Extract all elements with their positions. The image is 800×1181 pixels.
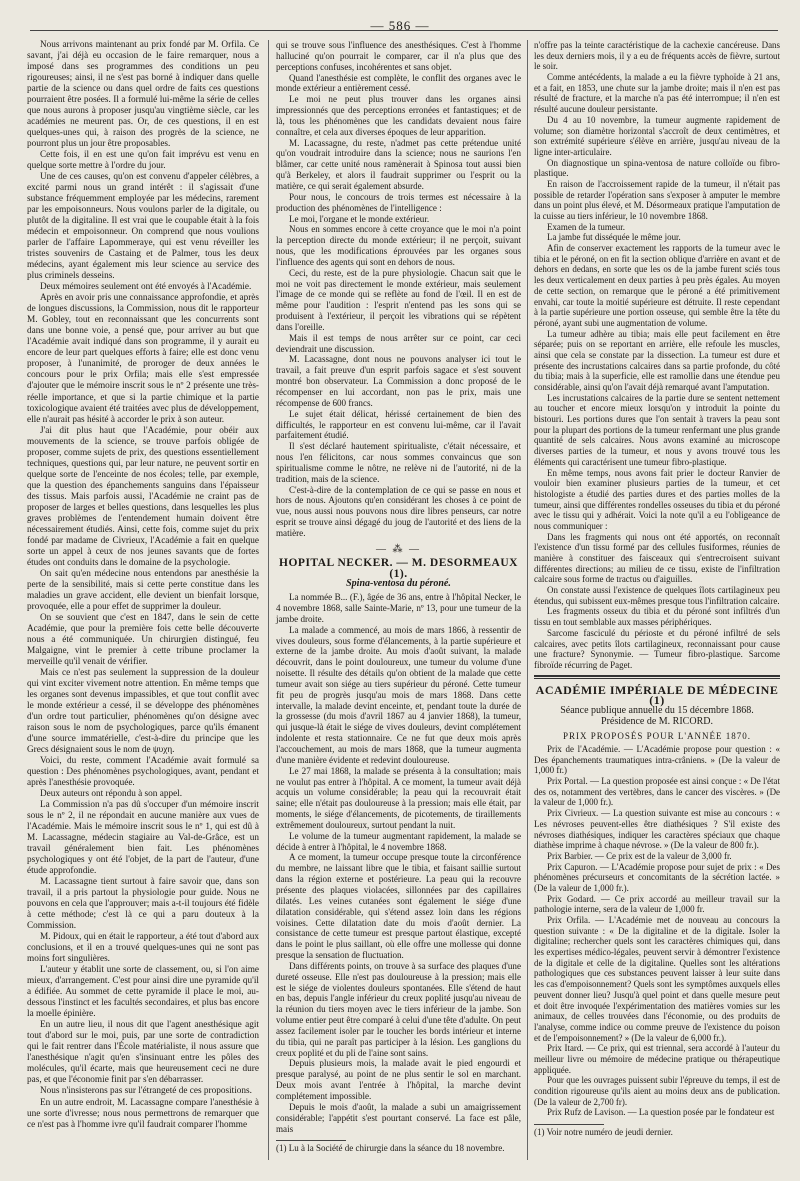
paragraph: Nous arrivons maintenant au prix fondé par M. Orfila. Ce savant, j'ai déjà eu occasion de le faire remarquer, nous a imposé dans ses programmes des conditions un peu rigoureuses; ainsi, il ne s'est pas borné à indiquer dans quelle partie de la science ou dans quel ordre de faits ces questions pourraient être posées. Il a formulé lui-même la série de celles que nous aurons à proposer jusqu'au vingtième siècle, car les académies ne meurent pas. Or, de ces questions, il en est quelques-unes qui, à raison des progrès de la science, ne pourront plus un jour être proposables. xyxy=(27,40,259,150)
page-number: — 586 — xyxy=(370,18,430,33)
academy-presidence: Présidence de M. RICORD. xyxy=(601,715,713,727)
section-rule xyxy=(534,675,780,677)
paragraph: En un autre endroit, M. Lacassagne compare l'anesthésie à une sorte d'ivresse; nous nous permettrons de remarquer que ce n'est pas à l'homme ivre qu'il faudrait comparer l'homme xyxy=(27,1097,259,1130)
section-rule xyxy=(534,678,780,679)
paragraph: n'offre pas la teinte caractéristique de la cachexie cancéreuse. Dans les deux derniers mois, il y a eu de fréquents accès de fièvre, surtout le soir. xyxy=(534,40,780,72)
paragraph: Depuis plusieurs mois, la malade avait le pied engourdi et presque paralysé, au point de ne plus sentir le sol en marchant. Deux mois avant l'entrée à l'hôpital, la marche devint complétement impossible. xyxy=(276,1058,521,1101)
paragraph: M. Pidoux, qui en était le rapporteur, a été tout d'abord aux conclusions, et il en a trouvé quelques-unes qui ne sont pas moins fort singulières. xyxy=(27,932,259,965)
paragraph: Pour nous, le concours de trois termes est nécessaire à la production des phénomènes de l'intelligence : xyxy=(276,191,521,213)
paragraph: En même temps, nous avons fait prier le docteur Ranvier de vouloir bien examiner plusieurs parties de la tumeur, et cet histologiste a étudié des parties dures et des parties molles de la tumeur, ainsi que différentes rondelles osseuses du tibia et du péroné avec le tissu qui y adhérait. Voici la note qu'il a eu l'obligeance de nous communiquer : xyxy=(534,467,780,531)
paragraph: M. Lacassagne tient surtout à faire savoir que, dans son travail, il a pris partout la physiologie pour guide. Nous ne pouvons en cela que l'approuver; mais a-t-il toujours été fidèle à cette méthode; c'est là ce qui a paru douteux à la Commission. xyxy=(27,877,259,932)
paragraph: C'est-à-dire de la contemplation de ce qui se passe en nous et hors de nous. Ajoutons qu'en considérant les choses à ce point de vue, nous aussi nous pouvons nous dire libres penseurs, car notre esprit se trouve ainsi dégagé du joug de l'autorité et des liens de la matière. xyxy=(276,484,521,538)
paragraph: Dans différents points, on trouve à sa surface des plaques d'une dureté osseuse. Elle n'est pas douloureuse à la pression; mais elle est le siége de violentes douleurs spontanées. Elle s'étend de haut en bas, depuis l'angle inférieur du creux poplité jusqu'au niveau de la réunion du tiers moyen avec le tiers inférieur de la jambe. Son volume entier peut être comparé à celui d'une tête d'adulte. On peut assez facilement isoler par le toucher les bords intérieur et interne du tibia, qui ne paraît pas participer à la lésion. Les ganglions du creux poplité et du pli de l'aine sont sains. xyxy=(276,960,521,1058)
paragraph: En un autre lieu, il nous dit que l'agent anesthésique agit tout d'abord sur le moi, puis, par une sorte de contradiction qui le fait rentrer dans l'École matérialiste, il nous assure que l'anesthésique n'agit qu'en s'insinuant entre les pôles des molécules, qu'il écarte, mais que heureusement ceci ne dure pas, et que l'économie finit par s'en débarrasser. xyxy=(27,1020,259,1086)
paragraph: Le 27 mai 1868, la malade se présenta à la consultation; mais ne voulut pas entrer à l'hôpital. A ce moment, la tumeur avait déjà acquis un volume considérable; la peau qui la recouvrait était saine; elle n'était pas douloureuse à la pression; mais elle était, par moments, le siége d'élancements, de picotements, de tiraillements extrêmement douloureux, surtout pendant la nuit. xyxy=(276,765,521,830)
paragraph: La malade a commencé, au mois de mars 1866, à ressentir de vives douleurs, sous forme d'élancements, à la partie supérieure et externe de la jambe droite. Au mois d'août suivant, la malade découvrit, dans le point douloureux, une tumeur du volume d'une noisette. Il résulte des détails qu'on obtient de la malade que cette tumeur avait son siége au tiers supérieur du péroné. Cette tumeur fit peu de progrès jusqu'au mois de mars 1868. Dans cette intervalle, la malade devint enceinte, et, pendant toute la durée de la grossesse (du mois d'avril 1867 au 4 janvier 1868), la tumeur, qui jusque-là était le siége de vives douleurs, devint complétement indolente et resta stationnaire. Ce ne fut que deux mois après l'accouchement, au mois de mars 1868, que la tumeur augmenta d'une manière évidente et redevint douloureuse. xyxy=(276,624,521,765)
paragraph: A ce moment, la tumeur occupe presque toute la circonférence du membre, ne laissant libre que le tibia, et faisant saillie surtout dans la région externe et postérieure. La peau qui la recouvre présente des plaques violacées, sillonnées par des capillaires dilatés. Les veines cutanées sont également le siége d'une dilatation considérable, qui s'étend assez loin dans les régions voisines. Cette dilatation date du mois d'août dernier. La consistance de cette tumeur est presque partout élastique, excepté dans le point le plus saillant, où elle offre une mollesse qui donne presque la sensation de fluctuation. xyxy=(276,852,521,961)
paragraph: La Commission n'a pas dû s'occuper d'un mémoire inscrit sous le nº 2, il ne répondait en aucune manière aux vues de l'Académie. Mais le mémoire inscrit sous le nº 1, qui est dû à M. Lacassagne, médecin stagiaire au Val-de-Grâce, est un travail généralement bien fait. Les phénomènes psychologiques y ont été l'objet, de la part de l'auteur, d'une étude approfondie. xyxy=(27,800,259,877)
paragraph: Le moi, l'organe et le monde extérieur. xyxy=(289,213,430,224)
paragraph: M. Lacassagne, dont nous ne pouvons analyser ici tout le travail, a fait preuve d'un esprit parfois sagace et s'est souvent montré bon observateur. La Commission a donc proposé de le récompenser en lui accordant, non pas le prix, mais une récompense de 600 francs. xyxy=(276,354,521,408)
paragraph: On sait qu'en médecine nous entendons par anesthésie la perte de la sensibilité, mais si cette perte constitue dans les maladies un grave accident, elle devient un bienfait lorsque, provoquée, elle a pour effet de supprimer la douleur. xyxy=(27,568,259,612)
paragraph: Les fragments osseux du tibia et du péroné sont infiltrés d'un tissu en tout semblable aux masses périphériques. xyxy=(534,606,780,628)
paragraph: Mais il est temps de nous arrêter sur ce point, car ceci deviendrait une discussion. xyxy=(276,332,521,354)
paragraph: Le sujet était délicat, hérissé certainement de bien des difficultés, le rapporteur en est convenu lui-même, car il l'avait parfaitement étudié. xyxy=(276,408,521,441)
paragraph: Prix Orfila. — L'Académie met de nouveau au concours la question suivante : « De la digitaline et de la digitale. Isoler la digitaline; rechercher quels sont les caractères chimiques qui, dans les expertises médico-légales, peuvent servir à démontrer l'existence de la digitale et celle de la digitaline. Quelles sont les altérations pathologiques que ces substances peuvent laisser à leur suite dans les cas d'empoisonnement? Quels sont les symptômes auxquels elles peuvent donner lieu? Jusqu'à quel point et dans quelle mesure peut et doit être invoquée l'expérimentation des matières vomies sur les animaux, de celles trouvées dans l'économie, ou des produits de l'analyse, comme indice ou comme preuve de l'existence du poison et de l'empoisonnement? » (De la valeur de 6,000 fr.). xyxy=(534,915,780,1043)
paragraph: Deux mémoires seulement ont été envoyés à l'Académie. xyxy=(40,282,252,293)
paragraph: Le moi ne peut plus trouver dans les organes ainsi impressionnés que des perceptions erronées et fantastiques; et de là, tous les phénomènes que les candidats devaient nous faire connaître, et cela aux diverses époques de leur apparition. xyxy=(276,94,521,137)
paragraph: Une de ces causes, qu'on est convenu d'appeler célèbres, a excité parmi nous un grand intérêt : il s'agissait d'une substance fréquemment employée par les médecins, rarement par les empoisonneurs. Nous voulons parler de la digitale, ou plutôt de la digitaline. Il est vrai que le coupable était à la fois médecin et empoisonneur. On comprend que nous voulions parler de l'affaire Lapommeraye, qui est venu réveiller les tristes souvenirs de Castaing et de Palmer, tous les deux médecins, ayant également mis leur science au service des plus criminels desseins. xyxy=(27,172,259,282)
hospital-subtitle: Spina-ventosa du péroné. xyxy=(346,578,451,590)
paragraph: La jambe fut disséquée le même jour. xyxy=(547,232,681,243)
paragraph: Comme antécédents, la malade a eu la fièvre typhoïde à 21 ans, et a fait, en 1853, une chute sur la jambe droite; mais il n'en est pas résulté de fracture, et la marche n'a pas été interrompue; il n'en est résulté aucune douleur persistante. xyxy=(534,72,780,115)
paragraph: Afin de conserver exactement les rapports de la tumeur avec le tibia et le péroné, on en fit la section oblique d'arrière en avant et de dehors en dedans, en sorte que les os de la jambe furent sciés tous les deux verticalement en deux parties à peu près égales. Au moyen de cette section, on remarque que le péroné a été primitivement envahi, car toute la moitié supérieure est détruite. Il reste cependant à la partie supérieure une portion osseuse, qui semble être la tête du péroné, ayant subi une augmentation de volume. xyxy=(534,243,780,328)
footnote-rule xyxy=(276,1140,346,1141)
footnote: (1) Voir notre numéro de jeudi dernier. xyxy=(534,1127,673,1138)
footnote: (1) Lu à la Société de chirurgie dans la séance du 18 novembre. xyxy=(276,1143,505,1154)
paragraph: On se souvient que c'est en 1847, dans le sein de cette Académie, que pour la première fois cette belle découverte nous a été communiquée. Un chirurgien distingué, feu Malgaigne, vint le premier à cette tribune proclamer la merveille qu'il venait de vérifier. xyxy=(27,612,259,667)
paragraph: Cette fois, il en est une qu'on fait imprévu est venu en quelque sorte mettre à l'ordre du jour. xyxy=(27,150,259,172)
paragraph: Deux auteurs ont répondu à son appel. xyxy=(40,789,183,800)
paragraph: Prix Capuron. — L'Académie propose pour sujet de prix : « Des phénomènes précurseurs et concomitants de la sécrétion lactée. » (De la valeur de 1,000 fr.). xyxy=(534,861,780,893)
ornament-divider: — ⁂ — xyxy=(376,543,421,555)
paragraph: Prix Barbier. — Ce prix est de la valeur de 3,000 fr. xyxy=(547,850,732,861)
paragraph: Le volume de la tumeur augmentant rapidement, la malade se décide à entrer à l'hôpital, le 4 novembre 1868. xyxy=(276,830,521,852)
academy-session: Séance publique annuelle du 15 décembre 1868. xyxy=(560,704,754,716)
paragraph: Dans les fragments qui nous ont été apportés, on reconnaît l'existence d'un tissu formé par des cellules fusiformes, réunies de manière à constituer des faisceaux qui s'entrecroisent suivant différentes directions; au milieu de ce tissu, existe de l'infiltration calcaire sous forme de tractus ou d'aiguilles. xyxy=(534,531,780,585)
paragraph: Nous n'insisterons pas sur l'étrangeté de ces propositions. xyxy=(40,1086,252,1097)
paragraph: qui se trouve sous l'influence des anesthésiques. C'est à l'homme halluciné qu'on pourrait le comparer, car il n'a plus que des perceptions confuses, incohérentes et sans objet. xyxy=(276,40,521,72)
paragraph: J'ai dit plus haut que l'Académie, pour obéir aux mouvements de la science, se trouve parfois obligée de proposer, comme sujets de prix, des questions essentiellement techniques, questions qui, par leur nature, ne peuvent sortir en quelque sorte de l'enceinte de nos écoles; telle, par exemple, que la question des épanchements sanguins dans l'épaisseur des tissus. Mais parfois aussi, l'Académie ne craint pas de proposer de larges et belles questions, dans lesquelles les plus graves problèmes de l'entendement humain doivent être nécessairement étudiés. Ainsi, cette fois, comme sujet du prix fondé par madame de Civrieux, l'Académie a fait en quelque sorte un appel à ceux de nos jeunes savants que de fortes études ont conduits dans le domaine de la psychologie. xyxy=(27,425,259,568)
column-left xyxy=(27,40,259,1131)
paragraph: L'auteur y établit une sorte de classement, ou, si l'on aime mieux, d'arrangement. C'est pour ainsi dire une pyramide qu'il a édifiée. Au sommet de cette pyramide il place le moi, au-dessous l'instinct et les facultés secondaires, et plus bas encore la moelle épinière. xyxy=(27,965,259,1020)
paragraph: Prix Civrieux. — La question suivante est mise au concours : « Les névroses peuvent-elles être diathésiques ? S'il existe des névroses diathésiques, indiquer les caractères spéciaux que chaque diathèse imprime à chaque névrose. » (De la valeur de 800 fr.). xyxy=(534,808,780,851)
paragraph: La tumeur adhère au tibia; mais elle peut facilement en être séparée; puis on se reportant en arrière, elle refoule les muscles, ainsi que cela se constate par la dissection. La tumeur est dure et présente des incrustations calcaires dans sa partie profonde, du côté du tibia; mais à la superficie, elle est ramollie dans une étendue peu considérable, ainsi qu'on l'avait déjà remarqué avant l'amputation. xyxy=(534,328,780,392)
academy-heading: ACADÉMIE IMPÉRIALE DE MÉDECINE (1) xyxy=(535,682,779,708)
paragraph: Examen de la tumeur. xyxy=(547,221,625,232)
hospital-heading: HOPITAL NECKER. — M. DESORMEAUX (1). xyxy=(279,556,518,580)
paragraph: Sarcome fasciculé du périoste et du péroné infiltré de sels calcaires, avec petits îlots cartilagineux, reconnaissant pour cause une fracture? Synonymie. — Tumeur fibro-plastique. Sarcome fibroïde récurring de Paget. xyxy=(534,627,780,670)
paragraph: Prix Itard. — Ce prix, qui est triennal, sera accordé à l'auteur du meilleur livre ou mémoire de médecine pratique ou thérapeutique appliquée. xyxy=(534,1043,780,1075)
paragraph: On diagnostique un spina-ventosa de nature colloïde ou fibro-plastique. xyxy=(534,157,780,179)
header-rule xyxy=(30,30,778,31)
paragraph: Prix de l'Académie. — L'Académie propose pour question : « Des épanchements traumatiques intra-crâniens. » (De la valeur de 1,000 fr.) xyxy=(534,744,780,776)
paragraph: Il s'est déclaré hautement spiritualiste, c'était nécessaire, et nous l'en félicitons, car nous sommes convaincus que son spiritualisme comme le nôtre, ne relève ni de l'autorité, ni de la tradition, mais de la science. xyxy=(276,441,521,484)
paragraph: Du 4 au 10 novembre, la tumeur augmente rapidement de volume; son diamètre horizontal s'accroît de deux centimètres, et son extrémité supérieure s'élève en arrière, jusqu'au niveau de la ligne inter-articulaire. xyxy=(534,114,780,157)
column-divider xyxy=(527,40,528,1160)
paragraph: En raison de l'accroissement rapide de la tumeur, il n'était pas possible de retarder l'opération sans s'exposer à amputer le membre dans un point plus élevé, et M. Désormeaux pratique l'amputation de la cuisse au tiers inférieur, le 10 novembre 1868. xyxy=(534,178,780,221)
footnote-rule xyxy=(534,1124,604,1125)
paragraph: Prix Rufz de Lavison. — La question posée par le fondateur est xyxy=(547,1107,775,1118)
paragraph: Voici, du reste, comment l'Académie avait formulé sa question : Des phénomènes psychologiques, avant, pendant et après l'anesthésie provoquée. xyxy=(27,756,259,789)
paragraph: On constate aussi l'existence de quelques îlots cartilagineux peu étendus, qui subissent eux-mêmes presque tous l'infiltration calcaire. xyxy=(534,585,780,606)
paragraph: Pour que les ouvrages puissent subir l'épreuve du temps, il est de condition rigoureuse qu'ils aient au moins deux ans de publication. (De la valeur de 2,700 fr). xyxy=(534,1075,780,1107)
paragraph: Quand l'anesthésie est complète, le conflit des organes avec le monde extérieur a entièrement cessé. xyxy=(276,72,521,94)
paragraph: Mais ce n'est pas seulement la suppression de la douleur qui vint exciter vivement notre attention. En même temps que les organes sont devenus impassibles, et que tout conflit avec le monde extérieur a cessé, il se développe des phénomènes d'un ordre tout particulier, phénomènes qu'on désigne avec raison sous le nom de psychologiques, parce qu'ils émanent d'une source immatérielle, c'est-à-dire du principe que les Grecs désignaient sous le nom de ψυχη. xyxy=(27,667,259,755)
paragraph: Depuis le mois d'août, la malade a subi un amaigrissement considérable; l'appétit s'est pourtant conservé. La face est pâle, mais xyxy=(276,1101,521,1134)
paragraph: Les incrustations calcaires de la partie dure se sentent nettement au toucher et encore mieux lorsqu'on y introduit la pointe du bistouri. Les portions dures que l'on sentait à travers la peau sont pour la plupart des portions de la tumeur renfermant une plus grande quantité de sels calcaires. Nous avons examiné au microscope diverses parties de la tumeur, et nous y avons trouvé tous les éléments qui caractérisent une tumeur fibro-plastique. xyxy=(534,392,780,467)
prizes-heading: PRIX PROPOSÉS POUR L'ANNÉE 1870. xyxy=(563,731,751,742)
column-right xyxy=(534,40,780,1138)
paragraph: M. Lacassagne, du reste, n'admet pas cette prétendue unité qu'on voudrait introduire dans la science; nous ne saurions l'en blâmer, car cette unité nous ramènerait à Spinosa tout aussi bien qu'à Berkeley, et alors il faudrait supprimer ou l'esprit ou la matière, ce qui serait également absurde. xyxy=(276,137,521,191)
paragraph: La nommée B... (F.), âgée de 36 ans, entre à l'hôpital Necker, le 4 novembre 1868, salle Sainte-Marie, nº 13, pour une tumeur de la jambe droite. xyxy=(276,592,521,624)
column-middle xyxy=(276,40,521,1154)
paragraph: Nous en sommes encore à cette croyance que le moi n'a point la perception directe du monde extérieur; il ne perçoit, suivant nous, que les modifications éprouvées par les organes sous l'influence des agents qui sont en dehors de nous. xyxy=(276,224,521,267)
paragraph: Ceci, du reste, est de la pure physiologie. Chacun sait que le moi ne voit pas directement le monde extérieur, mais seulement l'image de ce monde qui se reflète au fond de l'œil. Il en est de même pour l'audition : l'esprit n'entend pas les sons qui se produisent à l'extérieur, il perçoit les vibrations qui se répètent dans l'oreille. xyxy=(276,267,521,332)
paragraph: Prix Portal. — La question proposée est ainsi conçue : « De l'état des os, notamment des vertèbres, dans le cancer des viscères. » (De la valeur de 1,000 fr.). xyxy=(534,776,780,808)
column-divider xyxy=(268,40,269,1160)
paragraph: Après en avoir pris une connaissance approfondie, et après de longues discussions, la Commission, nous dit le rapporteur M. Gobley, tout en reconnaissant que les concurrents sont dans une bonne voie, a pensé que, pour arriver au but que l'Académie avait indiqué dans son programme, il y aurait eu encore de leur part quelques efforts à faire; elle est donc venu proposer, à l'unanimité, de proroger de deux années le concours pour le prix Orfila; mais elle s'est empressée d'ajouter que le mémoire inscrit sous le nº 2 présente une très-réelle importance, et que si la partie chimique et la partie toxicologique avaient été traitées avec plus de développement, elle n'aurait pas hésité à accorder le prix à son auteur. xyxy=(27,293,259,425)
paragraph: Prix Godard. — Ce prix accordé au meilleur travail sur la pathologie interne, sera de la valeur de 1,000 fr. xyxy=(534,893,780,915)
